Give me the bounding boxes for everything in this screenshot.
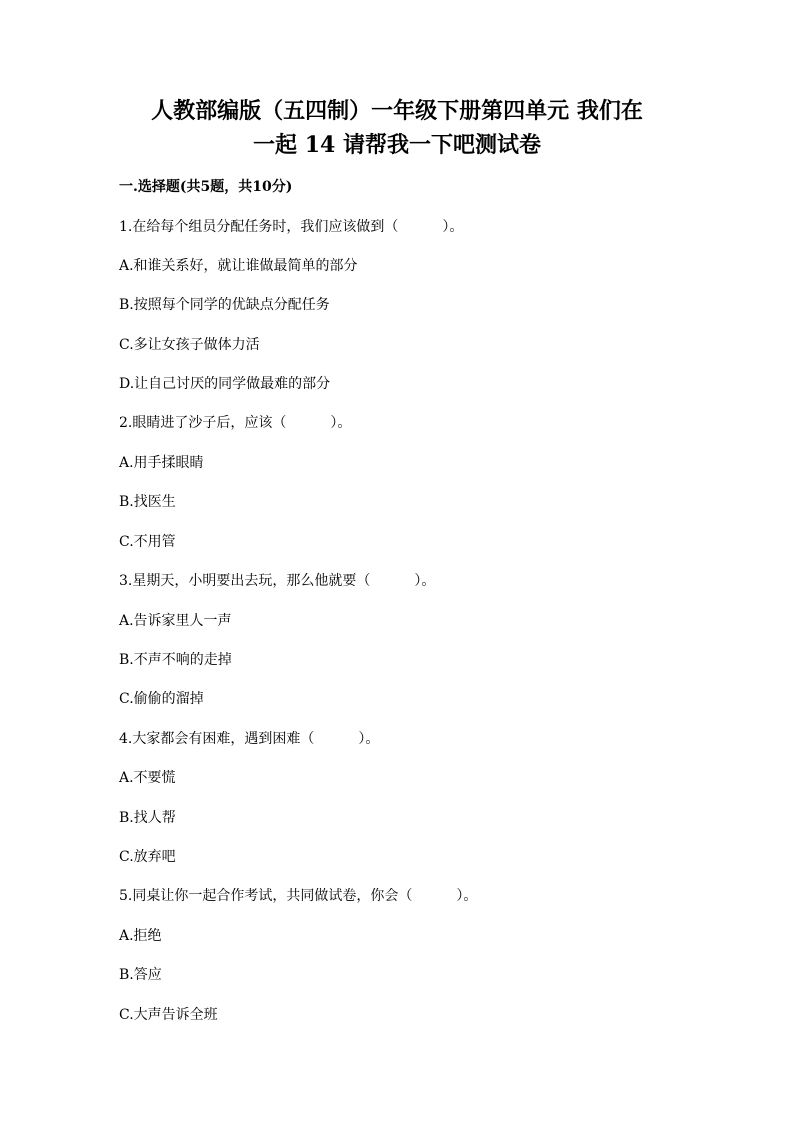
- question-1-option-a: A.和谁关系好，就让谁做最简单的部分: [119, 258, 358, 274]
- question-1-option-d: D.让自己讨厌的同学做最难的部分: [119, 376, 331, 392]
- question-5-text-end: ）。: [456, 888, 478, 904]
- question-3-option-a: A.告诉家里人一声: [119, 613, 232, 629]
- question-5-option-b: B.答应: [119, 967, 162, 983]
- question-4-text: 4.大家都会有困难，遇到困难（: [119, 731, 315, 747]
- question-3-option-b: B.不声不响的走掉: [119, 652, 232, 668]
- question-4-option-a: A.不要慌: [119, 770, 176, 786]
- question-3-stem: [119, 571, 435, 591]
- question-2-text-end: ）。: [330, 415, 352, 431]
- page-title-line-2: 一起 14 请帮我一下吧测试卷: [253, 132, 541, 158]
- question-3-text: 3.星期天，小明要出去玩，那么他就要（: [119, 573, 371, 589]
- question-1-text: 1.在给每个组员分配任务时，我们应该做到（: [119, 219, 399, 235]
- question-1-text-end: ）。: [442, 219, 464, 235]
- question-4-text-end: ）。: [358, 731, 380, 747]
- question-3-text-end: ）。: [414, 573, 436, 589]
- question-5-stem: [119, 886, 477, 906]
- question-1-option-c: C.多让女孩子做体力活: [119, 337, 260, 353]
- question-5-option-c: C.大声告诉全班: [119, 1007, 218, 1023]
- question-1-stem: [119, 217, 463, 237]
- section-heading: 一.选择题(共5题，共10分): [119, 179, 293, 195]
- question-2-option-b: B.找医生: [119, 494, 176, 510]
- question-2-stem: [119, 413, 351, 433]
- question-5-option-a: A.拒绝: [119, 928, 162, 944]
- question-3-option-c: C.偷偷的溜掉: [119, 691, 204, 707]
- question-5-text: 5.同桌让你一起合作考试，共同做试卷，你会（: [119, 888, 413, 904]
- question-4-option-c: C.放弃吧: [119, 849, 176, 865]
- page-title-line-1: 人教部编版（五四制）一年级下册第四单元 我们在: [151, 98, 643, 124]
- question-4-option-b: B.找人帮: [119, 810, 176, 826]
- question-1-option-b: B.按照每个同学的优缺点分配任务: [119, 297, 330, 313]
- question-4-stem: [119, 729, 379, 749]
- question-2-option-a: A.用手揉眼睛: [119, 455, 204, 471]
- question-2-text: 2.眼睛进了沙子后，应该（: [119, 415, 287, 431]
- question-2-option-c: C.不用管: [119, 534, 176, 550]
